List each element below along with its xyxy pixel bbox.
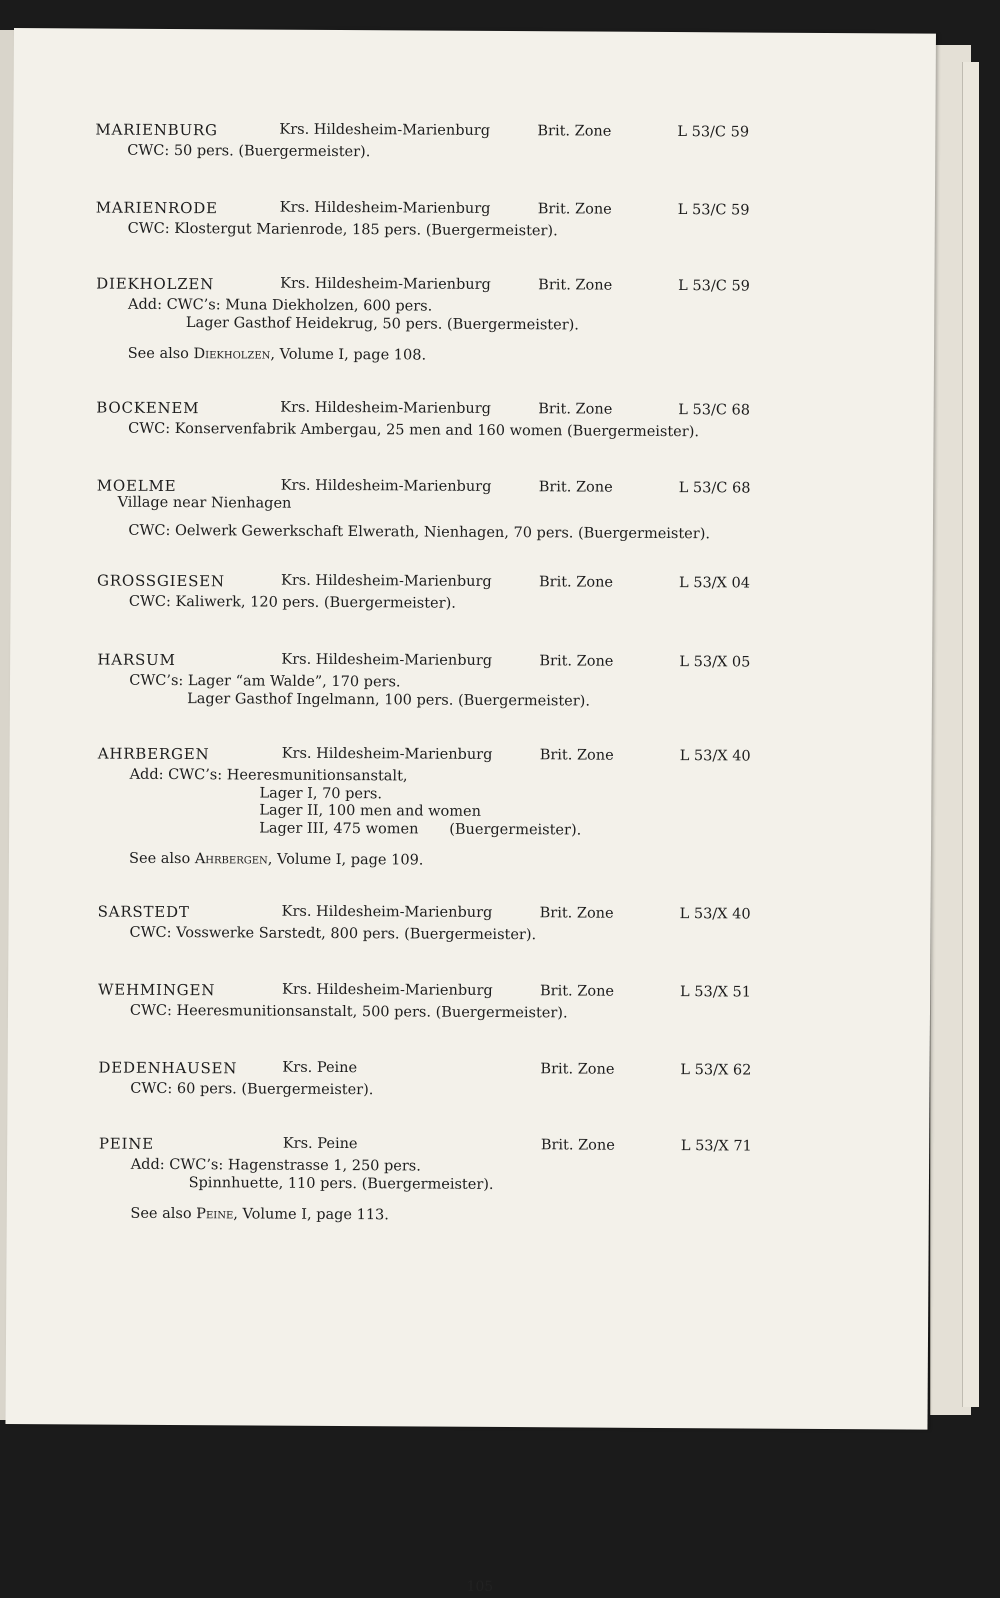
- see-also-place: Peine: [196, 1206, 234, 1223]
- map-reference: L 53/X 71: [680, 1138, 752, 1155]
- entry-line: CWC: 50 pers. (Buergermeister).: [127, 142, 371, 161]
- entry-sarstedt: [9, 902, 931, 944]
- entry-line: Add: CWC’s: Hagenstrasse 1, 250 pers.: [130, 1156, 421, 1175]
- see-also-suffix: , Volume I, page 113.: [233, 1206, 389, 1224]
- zone: Brit. Zone: [538, 574, 614, 591]
- entry-peine: [7, 1134, 929, 1224]
- see-also-suffix: , Volume I, page 108.: [270, 346, 427, 364]
- zone: Brit. Zone: [538, 479, 613, 496]
- zone: Brit. Zone: [538, 401, 613, 418]
- entry-harsum: [10, 650, 932, 710]
- entry-bockenem: [12, 398, 934, 441]
- map-reference: L 53/X 05: [679, 654, 751, 671]
- see-also-suffix: , Volume I, page 109.: [267, 851, 424, 869]
- place-name: MARIENRODE: [95, 198, 218, 218]
- place-name: PEINE: [98, 1134, 154, 1153]
- map-reference: L 53/C 68: [678, 480, 751, 497]
- district: Krs. Peine: [282, 1135, 358, 1153]
- entry-line: Lager II, 100 men and women: [259, 802, 482, 820]
- map-reference: L 53/C 59: [677, 202, 750, 219]
- see-also-prefix: See also: [130, 1205, 197, 1223]
- map-reference: L 53/X 40: [679, 906, 751, 923]
- place-name: DIEKHOLZEN: [96, 274, 215, 294]
- zone: Brit. Zone: [540, 1061, 615, 1078]
- district: Krs. Hildesheim-Marienburg: [279, 199, 491, 217]
- entry-line: CWC: 60 pers. (Buergermeister).: [130, 1080, 374, 1099]
- entry-line: CWC: Oelwerk Gewerkschaft Elwerath, Nienhagen, 70 pers. (Buergermeister).: [128, 522, 711, 543]
- entry-line: Lager III, 475 women: [259, 820, 419, 837]
- map-reference: L 53/X 40: [679, 748, 751, 765]
- entry-moelme: [11, 476, 933, 543]
- district: Krs. Hildesheim-Marienburg: [279, 121, 491, 139]
- page-stack-edge-outer: [962, 62, 979, 1407]
- district: Krs. Hildesheim-Marienburg: [280, 572, 492, 590]
- zone: Brit. Zone: [539, 983, 615, 1000]
- entry-line: Lager Gasthof Ingelmann, 100 pers. (Buergermeister).: [187, 690, 591, 710]
- entry-line: Lager Gasthof Heidekrug, 50 pers. (Buergermeister).: [185, 314, 579, 333]
- entry-ahrbergen: [10, 744, 932, 869]
- entry-line: Lager I, 70 pers.: [259, 785, 383, 802]
- entry-line: Add: CWC’s: Muna Diekholzen, 600 pers.: [128, 296, 433, 315]
- place-name: GROSSGIESEN: [96, 571, 225, 591]
- see-also-place: Diekholzen: [193, 346, 271, 363]
- district: Krs. Hildesheim-Marienburg: [281, 745, 493, 763]
- map-reference: L 53/X 04: [678, 575, 751, 592]
- entry-line: Spinnhuette, 110 pers. (Buergermeister).: [188, 1174, 494, 1193]
- map-reference: L 53/C 59: [677, 124, 750, 141]
- entry-grossgiesen: [11, 571, 933, 612]
- entry-line: CWC: Konservenfabrik Ambergau, 25 men and 160 women (Buergermeister).: [128, 420, 700, 441]
- place-name: HARSUM: [97, 650, 176, 669]
- zone: Brit. Zone: [539, 905, 614, 922]
- place-name: SARSTEDT: [97, 902, 190, 922]
- subtitle: Village near Nienhagen: [117, 494, 292, 512]
- entry-line: CWC: Heeresmunitionsanstalt, 500 pers. (Buergermeister).: [129, 1002, 568, 1022]
- entry-dedenhausen: [8, 1058, 930, 1099]
- entry-line: CWC: Kaliwerk, 120 pers. (Buergermeister).: [128, 593, 456, 612]
- entry-note: (Buergermeister).: [449, 821, 582, 838]
- zone: Brit. Zone: [538, 277, 613, 294]
- entry-line: CWC: Vosswerke Sarstedt, 800 pers. (Buergermeister).: [129, 924, 537, 944]
- place-name: BOCKENEM: [96, 398, 200, 418]
- district: Krs. Hildesheim-Marienburg: [281, 981, 493, 999]
- entry-wehmingen: [8, 980, 930, 1022]
- zone: Brit. Zone: [539, 653, 614, 670]
- entry-line: Add: CWC’s: Heeresmunitionsanstalt,: [129, 766, 408, 785]
- place-name: DEDENHAUSEN: [98, 1058, 238, 1078]
- place-name: MARIENBURG: [95, 120, 218, 140]
- district: Krs. Hildesheim-Marienburg: [280, 399, 492, 417]
- see-also: [128, 346, 426, 364]
- see-also-prefix: See also: [127, 345, 194, 363]
- entry-list: [14, 28, 936, 1224]
- district: Krs. Peine: [282, 1059, 358, 1077]
- entry-marienburg: [13, 120, 935, 161]
- see-also: [130, 1206, 389, 1224]
- see-also-prefix: See also: [129, 850, 195, 868]
- district: Krs. Hildesheim-Marienburg: [280, 477, 492, 495]
- district: Krs. Hildesheim-Marienburg: [280, 275, 491, 293]
- map-reference: L 53/X 62: [680, 1062, 752, 1079]
- entry-marienrode: [13, 198, 935, 240]
- zone: Brit. Zone: [540, 1137, 615, 1154]
- zone: Brit. Zone: [537, 123, 612, 140]
- zone: Brit. Zone: [537, 201, 612, 218]
- entry-line: CWC: Klostergut Marienrode, 185 pers. (Buergermeister).: [127, 220, 558, 240]
- place-name: WEHMINGEN: [97, 980, 216, 1000]
- district: Krs. Hildesheim-Marienburg: [281, 651, 493, 669]
- see-also-place: Ahrbergen: [194, 851, 268, 868]
- entry-diekholzen: [12, 274, 934, 364]
- see-also: [129, 851, 423, 869]
- map-reference: L 53/C 59: [678, 278, 750, 295]
- map-reference: L 53/X 51: [679, 984, 752, 1001]
- page-number: 105: [466, 1578, 494, 1595]
- district: Krs. Hildesheim-Marienburg: [281, 903, 493, 921]
- place-name: MOELME: [96, 476, 177, 496]
- zone: Brit. Zone: [539, 747, 614, 764]
- document-page: [5, 28, 936, 1595]
- place-name: AHRBERGEN: [97, 744, 210, 764]
- entry-line: CWC’s: Lager “am Walde”, 170 pers.: [129, 672, 401, 691]
- map-reference: L 53/C 68: [678, 402, 751, 419]
